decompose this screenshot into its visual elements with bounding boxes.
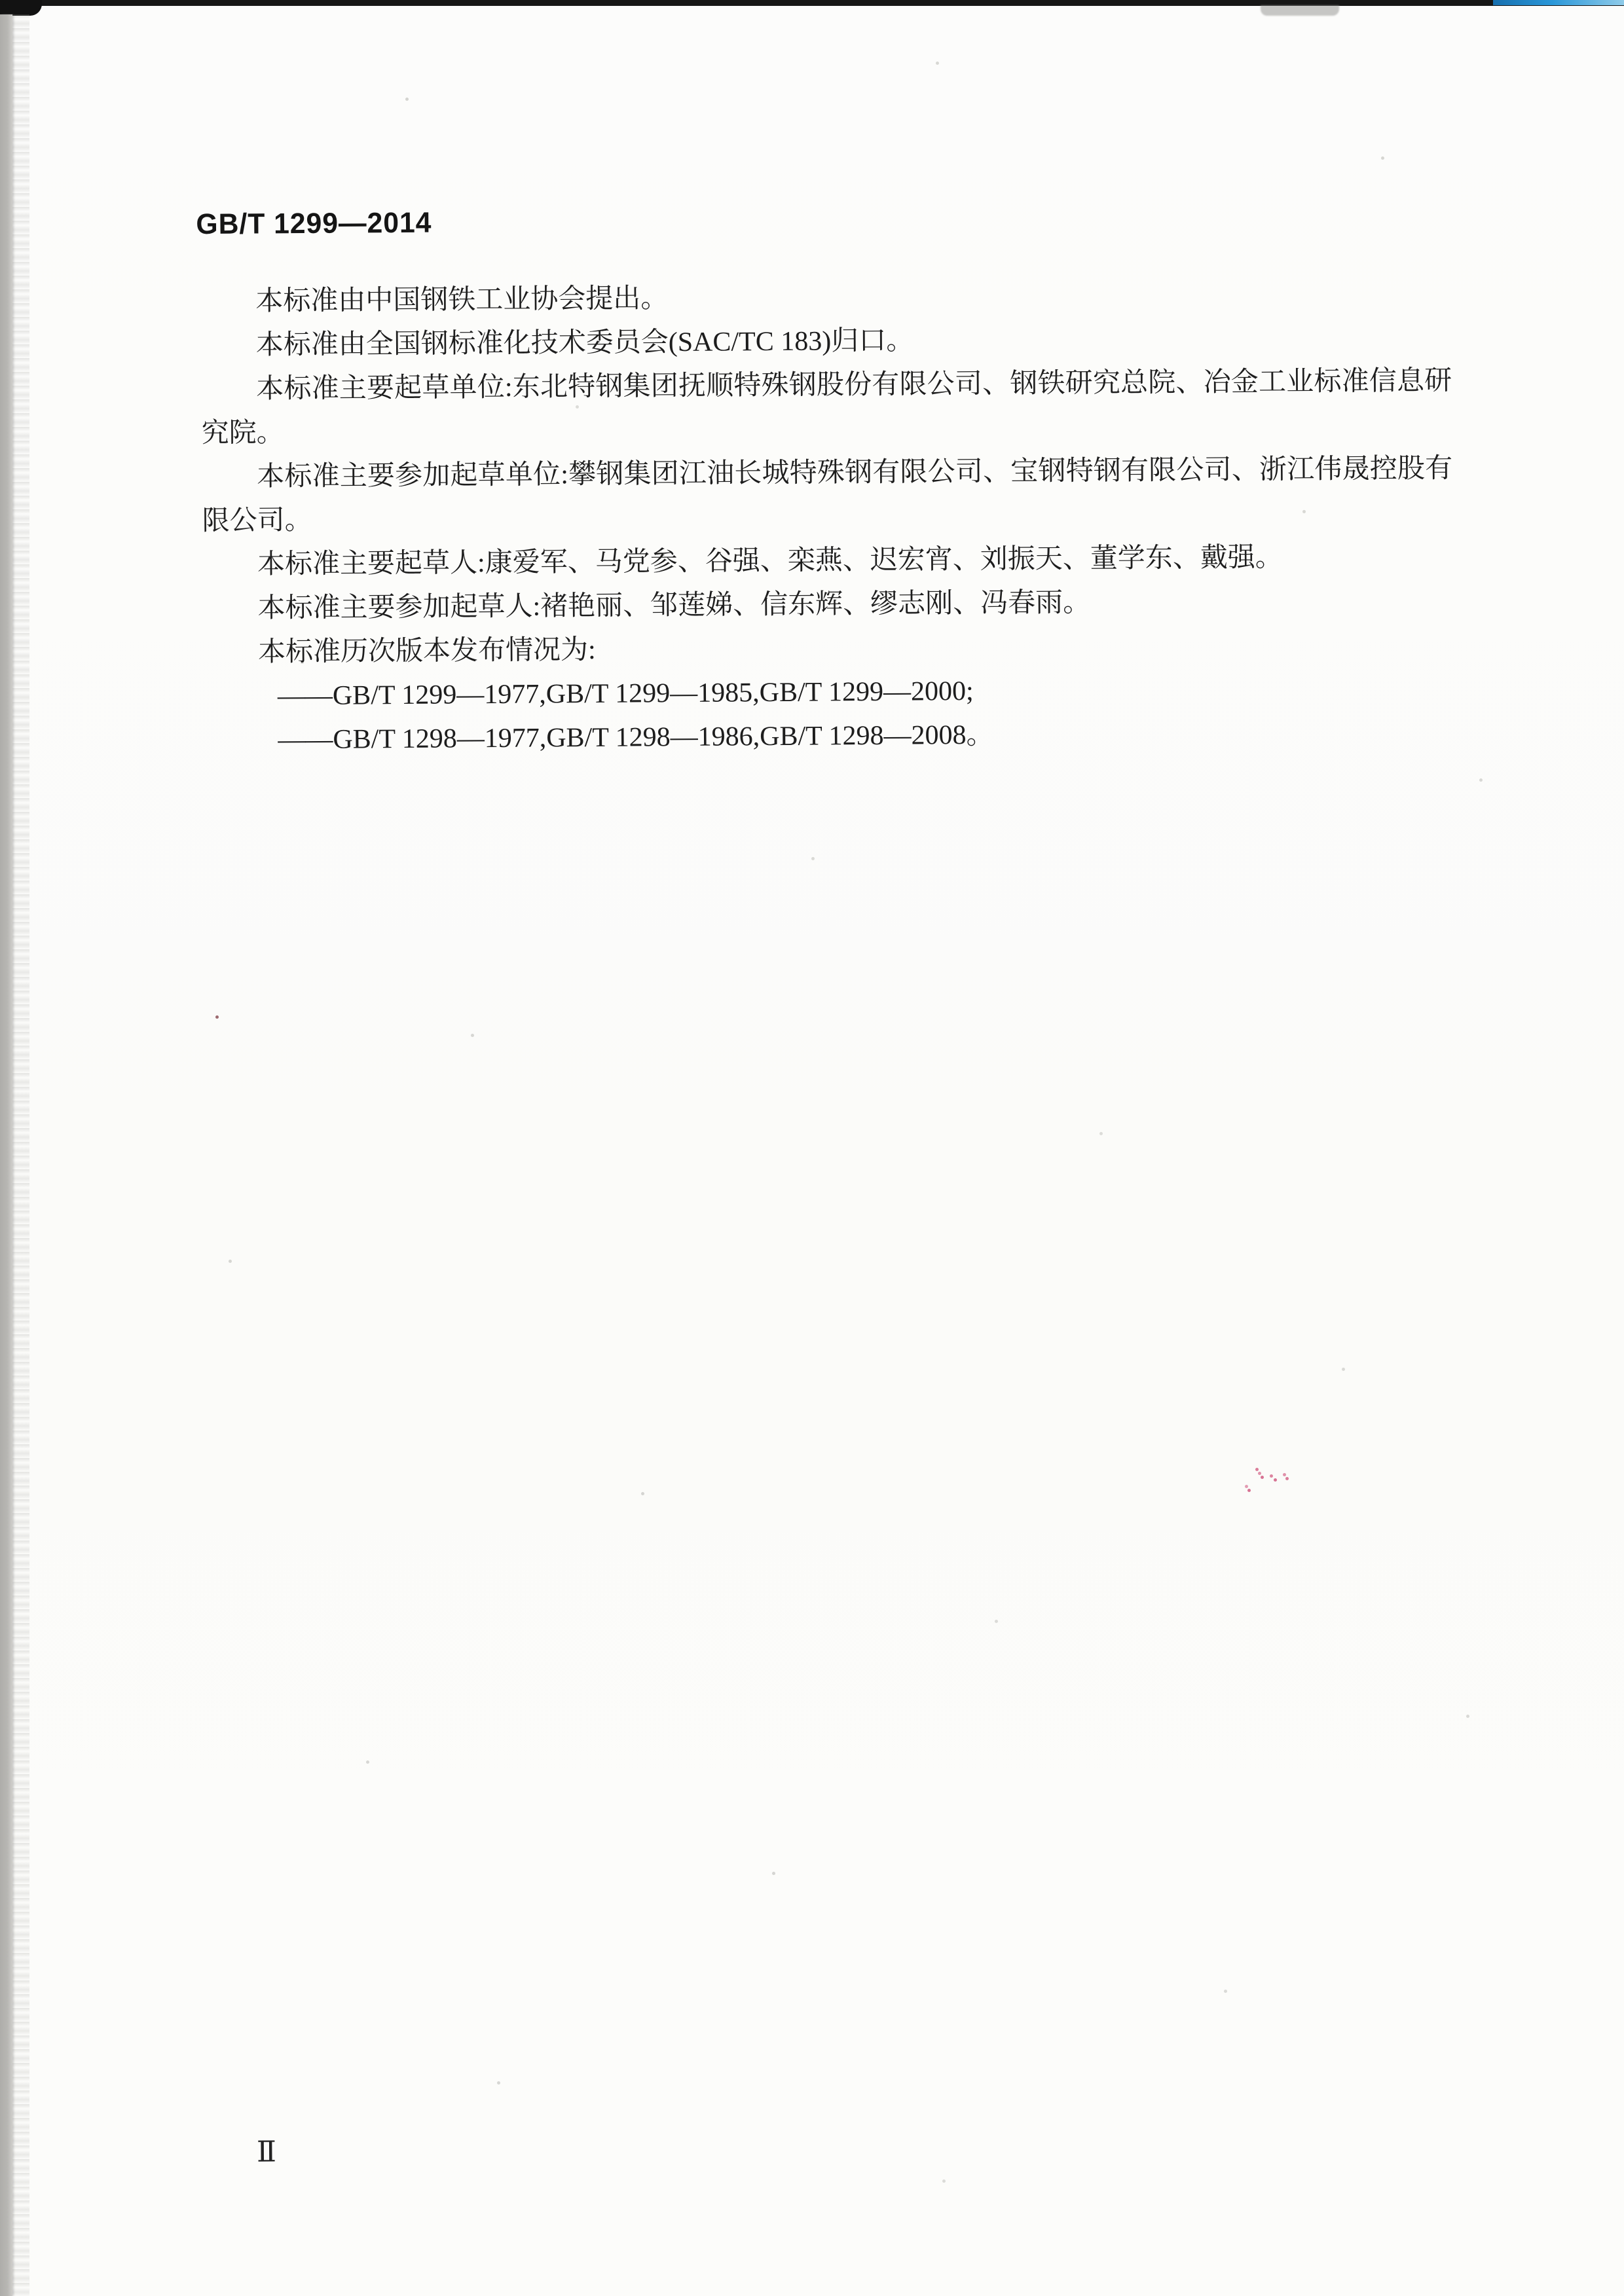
paragraph-centralized-by: 本标准由全国钢标准化技术委员会(SAC/TC 183)归口。 <box>255 325 914 361</box>
paragraph-previous-editions-intro: 本标准历次版本发布情况为: <box>257 634 596 668</box>
standard-number-header: GB/T 1299—2014 <box>196 206 432 241</box>
paragraph-proposed-by: 本标准由中国钢铁工业协会提出。 <box>255 283 669 317</box>
paragraph-participating-organizations: 本标准主要参加起草单位:攀钢集团江油长城特殊钢有限公司、宝钢特钢有限公司、浙江伟晟控股有限公司。 <box>202 453 1453 537</box>
paragraph-main-drafters: 本标准主要起草人:康爱军、马党参、谷强、栾燕、迟宏宵、刘振天、董学东、戴强。 <box>257 542 1283 580</box>
previous-editions-line-1299: ——GB/T 1299—1977,GB/T 1299—1985,GB/T 1299—2000; <box>277 676 974 712</box>
previous-editions-line-1298: ——GB/T 1298—1977,GB/T 1298—1986,GB/T 1298—2008。 <box>278 720 994 756</box>
page-number: Ⅱ <box>256 2136 277 2168</box>
paragraph-drafting-organizations: 本标准主要起草单位:东北特钢集团抚顺特殊钢股份有限公司、钢铁研究总院、冶金工业标准信息研究院。 <box>201 365 1452 449</box>
paragraph-participating-drafters: 本标准主要参加起草人:褚艳丽、邹莲娣、信东辉、缪志刚、冯春雨。 <box>257 587 1091 624</box>
foreword-body <box>200 272 1454 763</box>
